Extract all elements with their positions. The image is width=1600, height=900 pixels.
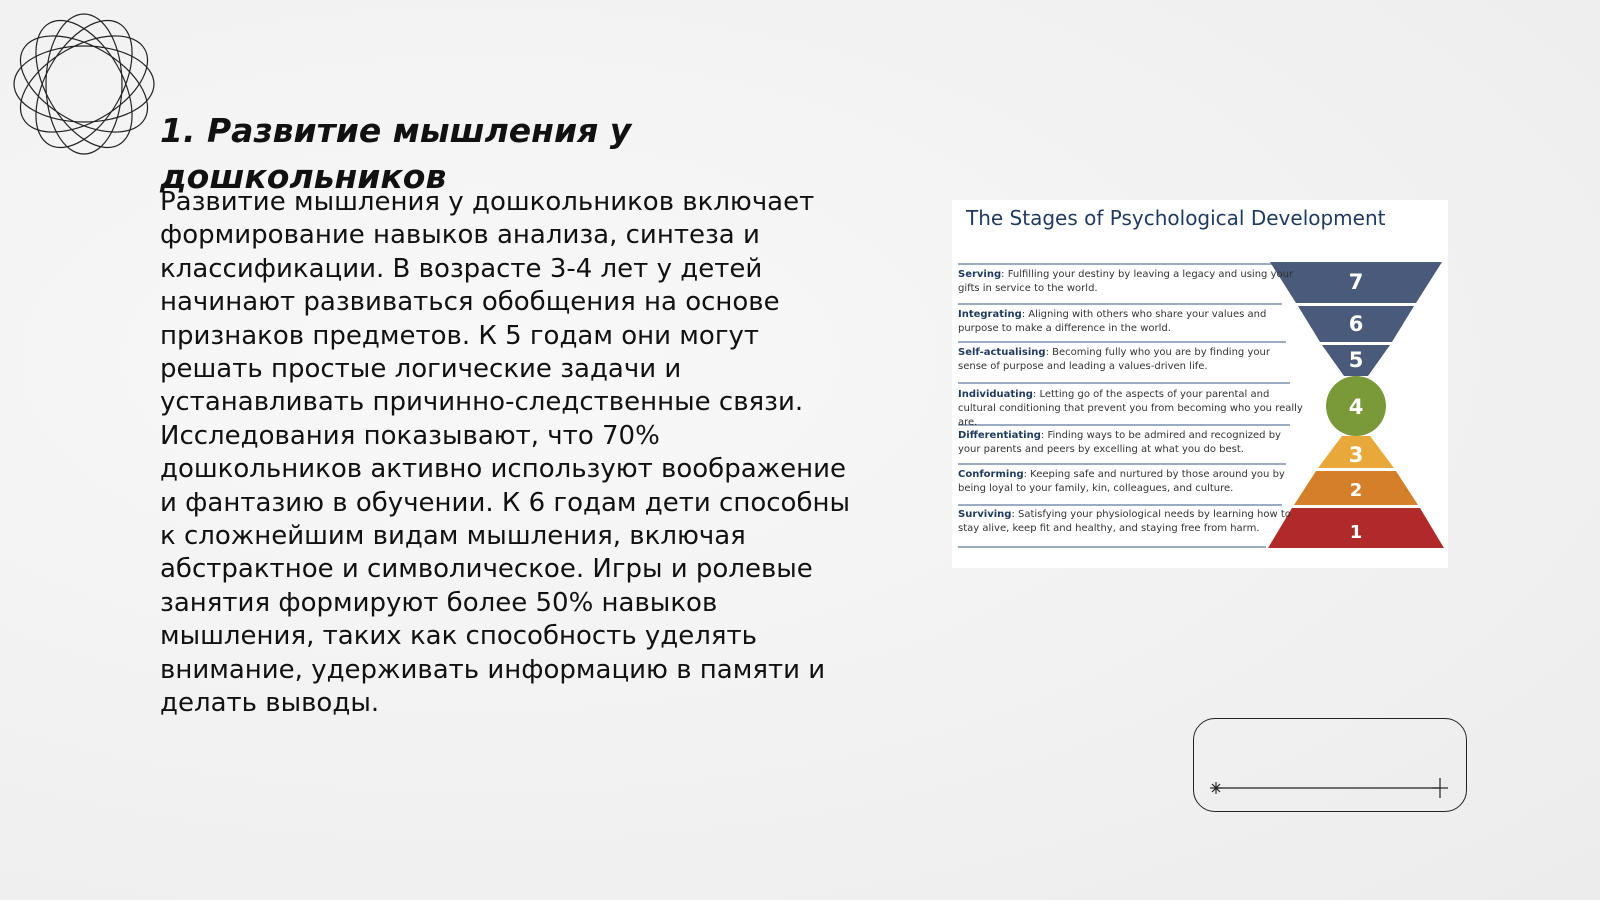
stage-3-text: Differentiating: Finding ways to be admired and recognized by your parents and peers by excelling at what you do best.	[958, 430, 1281, 455]
stage-5-number: 5	[1348, 348, 1364, 372]
stage-2-text: Conforming: Keeping safe and nurtured by those around you by being loyal to your family, kin, colleagues, and culture.	[958, 469, 1285, 494]
stage-4-text: Individuating: Letting go of the aspects of your parental and cultural conditioning that prevent you from becoming who you really are.	[958, 389, 1303, 428]
stage-6-text: Integrating: Aligning with others who share your values and purpose to make a difference in the world.	[958, 309, 1267, 334]
stage-7-text: Serving: Fulfilling your destiny by leaving a legacy and using your gifts in service to the world.	[958, 269, 1294, 294]
stage-1-number: 1	[1349, 522, 1363, 543]
slide-body-text: Развитие мышления у дошкольников включает формирование навыков анализа, синтеза и классификации. В возрасте 3-4 лет у детей начинают развиваться обобщения на основе признаков предметов. К 5 годам они могут решать простые логические задачи и устанавливать причинно-следственные связи. Исследования показывают, что 70% дошкольников активно используют воображение и фантазию в обучении. К 6 годам дети способны к сложнейшим видам мышления, включая абстрактное и символическое. Игры и ролевые занятия формируют более 50% навыков мышления, таких как способность уделять внимание, удерживать информацию в памяти и делать выводы.	[160, 187, 851, 719]
stage-2-number: 2	[1349, 480, 1363, 501]
stage-1-text: Surviving: Satisfying your physiological needs by learning how to stay alive, keep fit and healthy, and staying free from harm.	[958, 509, 1291, 534]
stage-6-number: 6	[1348, 312, 1364, 336]
circle-ornament-icon	[10, 10, 158, 158]
stage-4-number: 4	[1348, 395, 1364, 419]
stage-7-number: 7	[1348, 270, 1364, 294]
slide-title: 1. Развитие мышления у дошкольников	[160, 111, 632, 196]
figure-title: The Stages of Psychological Development	[966, 206, 1386, 230]
star-line-icon	[1200, 778, 1460, 802]
stage-5-text: Self-actualising: Becoming fully who you are by finding your sense of purpose and leading a values-driven life.	[958, 347, 1270, 372]
stages-figure	[952, 200, 1448, 568]
stage-3-number: 3	[1348, 443, 1364, 467]
